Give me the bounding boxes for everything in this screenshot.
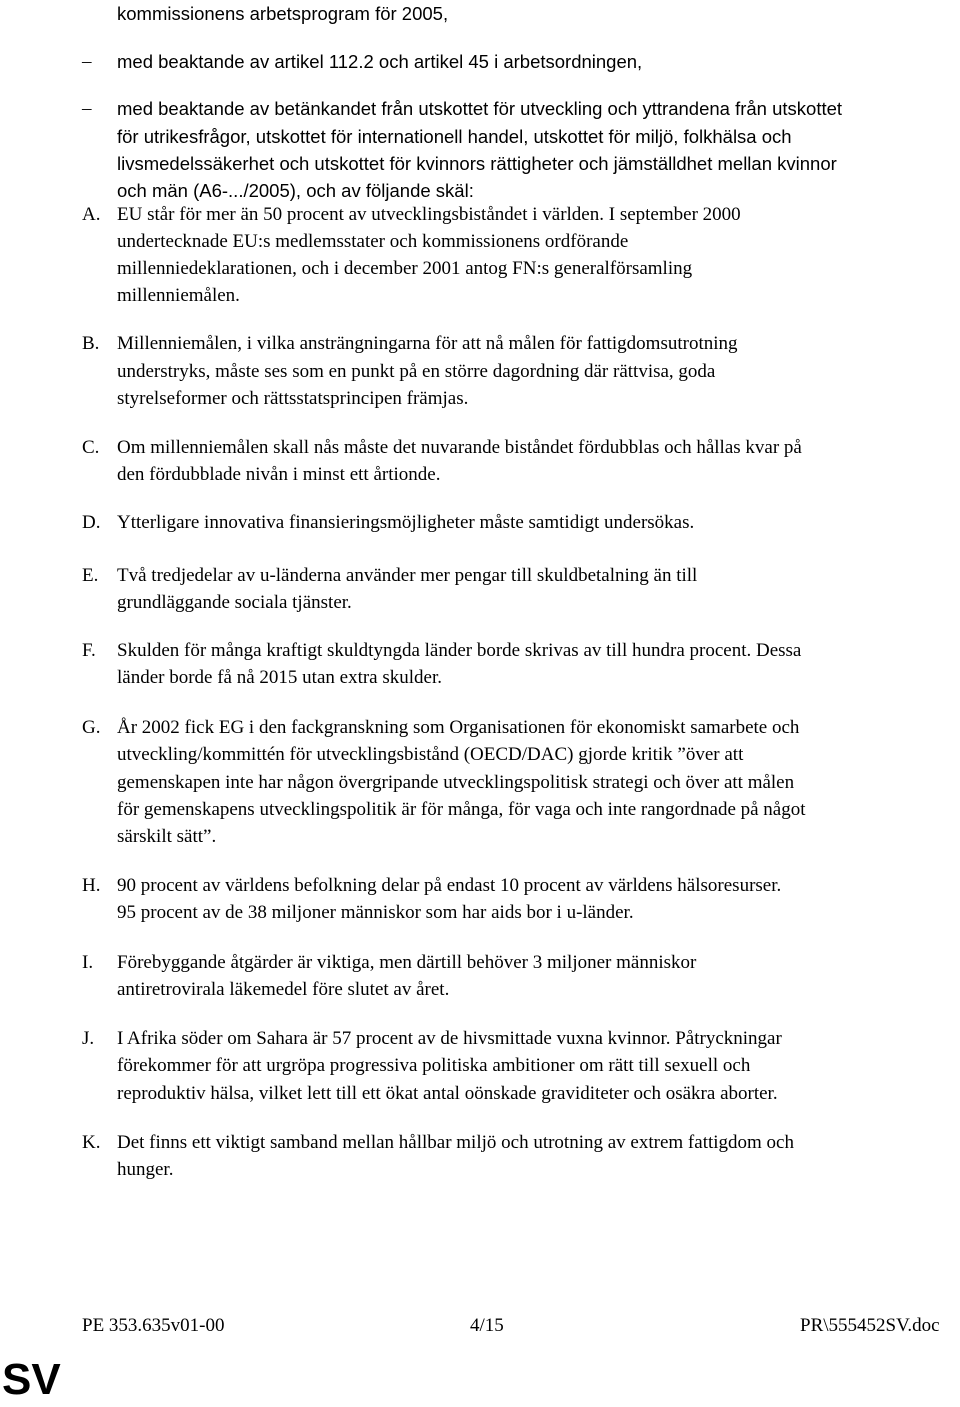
recital-line: 90 procent av världens befolkning delar på endast 10 procent av världens hälsoresurser. xyxy=(117,875,782,896)
recital-line: I Afrika söder om Sahara är 57 procent av de hivsmittade vuxna kvinnor. Påtryckningar xyxy=(117,1028,782,1049)
recital-letter: J. xyxy=(82,1028,95,1049)
recital-letter: D. xyxy=(82,512,101,533)
citation-line: med beaktande av betänkandet från utskottet för utveckling och yttrandena från utskottet xyxy=(117,98,843,119)
recital-line: styrelseformer och rättsstatsprincipen främjas. xyxy=(117,388,469,409)
language-code: SV xyxy=(2,1355,61,1404)
recital-line: länder borde få nå 2015 utan extra skulder. xyxy=(117,667,442,688)
citation-line: för utrikesfrågor, utskottet för internationell handel, utskottet för miljö, folkhälsa och xyxy=(117,126,792,147)
recital-line: undertecknade EU:s medlemsstater och kommissionens ordförande xyxy=(117,231,629,252)
recital-letter: E. xyxy=(82,565,99,586)
recital-line: för gemenskapens utvecklingspolitik är för många, för vaga och inte rangordnade på något xyxy=(117,799,806,820)
recital-line: Skulden för många kraftigt skuldtyngda länder borde skrivas av till hundra procent. Dessa xyxy=(117,640,802,661)
recital-line: reproduktiv hälsa, vilket lett till ett ökat antal oönskade graviditeter och osäkra aborter. xyxy=(117,1083,778,1104)
recital-line: Två tredjedelar av u-länderna använder mer pengar till skuldbetalning än till xyxy=(117,565,698,586)
recital-letter: G. xyxy=(82,717,101,738)
recital-letter: A. xyxy=(82,204,101,225)
recital-line: särskilt sätt”. xyxy=(117,826,217,847)
recital-line: den fördubblade nivån i minst ett årtionde. xyxy=(117,464,441,485)
recital-letter: K. xyxy=(82,1132,101,1153)
citation-dash: – xyxy=(82,51,92,72)
recital-line: antiretrovirala läkemedel före slutet av året. xyxy=(117,979,450,1000)
recital-line: gemenskapen inte har någon övergripande utvecklingspolitisk strategi och över att målen xyxy=(117,772,795,793)
footer-page-number: 4/15 xyxy=(470,1315,504,1336)
recital-line: Om millenniemålen skall nås måste det nuvarande biståndet fördubblas och hållas kvar på xyxy=(117,437,802,458)
recital-line: 95 procent av de 38 miljoner människor som har aids bor i u-länder. xyxy=(117,902,634,923)
citation-line: och män (A6-.../2005), och av följande skäl: xyxy=(117,180,474,201)
footer-filename: PR\555452SV.doc xyxy=(800,1315,940,1336)
recital-letter: B. xyxy=(82,333,100,354)
recital-letter: F. xyxy=(82,640,96,661)
citation-line: livsmedelssäkerhet och utskottet för kvinnors rättigheter och jämställdhet mellan kvinnor xyxy=(117,153,837,174)
recital-line: Millenniemålen, i vilka ansträngningarna för att nå målen för fattigdomsutrotning xyxy=(117,333,738,354)
recital-letter: C. xyxy=(82,437,100,458)
recital-line: förekommer för att urgröpa progressiva politiska ambitioner om rätt till sexuell och xyxy=(117,1055,751,1076)
citation-dash: – xyxy=(82,98,92,119)
recital-line: År 2002 fick EG i den fackgranskning som Organisationen för ekonomiskt samarbete och xyxy=(117,717,800,738)
footer-reference: PE 353.635v01-00 xyxy=(82,1315,225,1336)
recital-line: understryks, måste ses som en punkt på en större dagordning där rättvisa, goda xyxy=(117,361,716,382)
recital-line: hunger. xyxy=(117,1159,174,1180)
citation-line: med beaktande av artikel 112.2 och artikel 45 i arbetsordningen, xyxy=(117,51,643,72)
recital-line: millenniemålen. xyxy=(117,285,240,306)
recital-letter: I. xyxy=(82,952,94,973)
recital-line: grundläggande sociala tjänster. xyxy=(117,592,352,613)
recital-line: Ytterligare innovativa finansieringsmöjligheter måste samtidigt undersökas. xyxy=(117,512,695,533)
recital-line: EU står för mer än 50 procent av utvecklingsbiståndet i världen. I september 2000 xyxy=(117,204,741,225)
recital-line: Förebyggande åtgärder är viktiga, men därtill behöver 3 miljoner människor xyxy=(117,952,697,973)
recital-letter: H. xyxy=(82,875,101,896)
recital-line: utveckling/kommittén för utvecklingsbistånd (OECD/DAC) gjorde kritik ”över att xyxy=(117,744,744,765)
recital-line: millenniedeklarationen, och i december 2001 antog FN:s generalförsamling xyxy=(117,258,693,279)
citation-line: kommissionens arbetsprogram för 2005, xyxy=(117,3,449,24)
recital-line: Det finns ett viktigt samband mellan hållbar miljö och utrotning av extrem fattigdom och xyxy=(117,1132,794,1153)
